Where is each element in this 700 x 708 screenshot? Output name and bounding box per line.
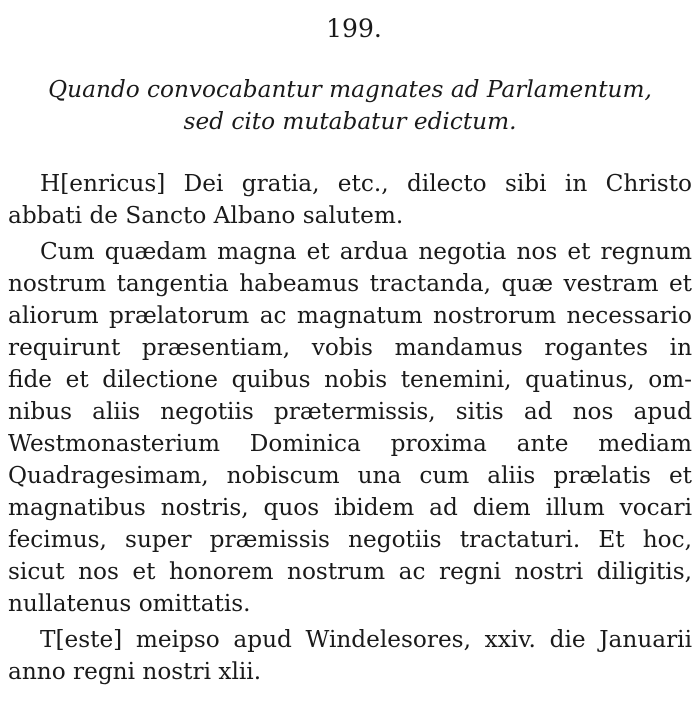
text-line: abbati de Sancto Albano salutem. [8, 202, 404, 229]
text-line: anno regni nostri xlii. [8, 658, 262, 685]
document-page [8, 12, 692, 692]
text-line: requirunt præsentiam, vobis mandamus rogantes in [8, 334, 692, 361]
text-line: Cum quædam magna et ardua negotia nos et regnum [40, 238, 692, 265]
text-line: Westmonasterium Dominica proxima ante mediam [8, 430, 692, 457]
paragraph-mandate [8, 236, 692, 620]
text-line: nibus aliis negotiis prætermissis, sitis ad nos apud [8, 398, 692, 425]
text-line: magnatibus nostris, quos ibidem ad diem illum vocari [8, 494, 692, 521]
text-line: aliorum prælatorum ac magnatum nostrorum necessario [8, 302, 692, 329]
text-line: T[este] meipso apud Windelesores, xxiv. die Januarii [40, 626, 692, 653]
heading-line: Quando convocabantur magnates ad Parlamentum, [48, 76, 652, 103]
paragraph-attestation [8, 624, 692, 688]
paragraph-salutation [8, 168, 692, 232]
text-line: fecimus, super præmissis negotiis tractaturi. Et hoc, [8, 526, 692, 553]
text-line: nostrum tangentia habeamus tractanda, quæ vestram et [8, 270, 692, 297]
text-line: fide et dilectione quibus nobis tenemini, quatinus, om- [8, 366, 692, 393]
text-line: H[enricus] Dei gratia, etc., dilecto sibi in Christo [40, 170, 692, 197]
document-heading [8, 74, 692, 138]
text-line: nullatenus omittatis. [8, 590, 251, 617]
page-number: 199. [326, 14, 382, 43]
heading-line: sed cito mutabatur edictum. [183, 108, 517, 135]
document-body [8, 168, 692, 688]
text-line: Quadragesimam, nobiscum una cum aliis prælatis et [8, 462, 692, 489]
text-line: sicut nos et honorem nostrum ac regni nostri diligitis, [8, 558, 692, 585]
